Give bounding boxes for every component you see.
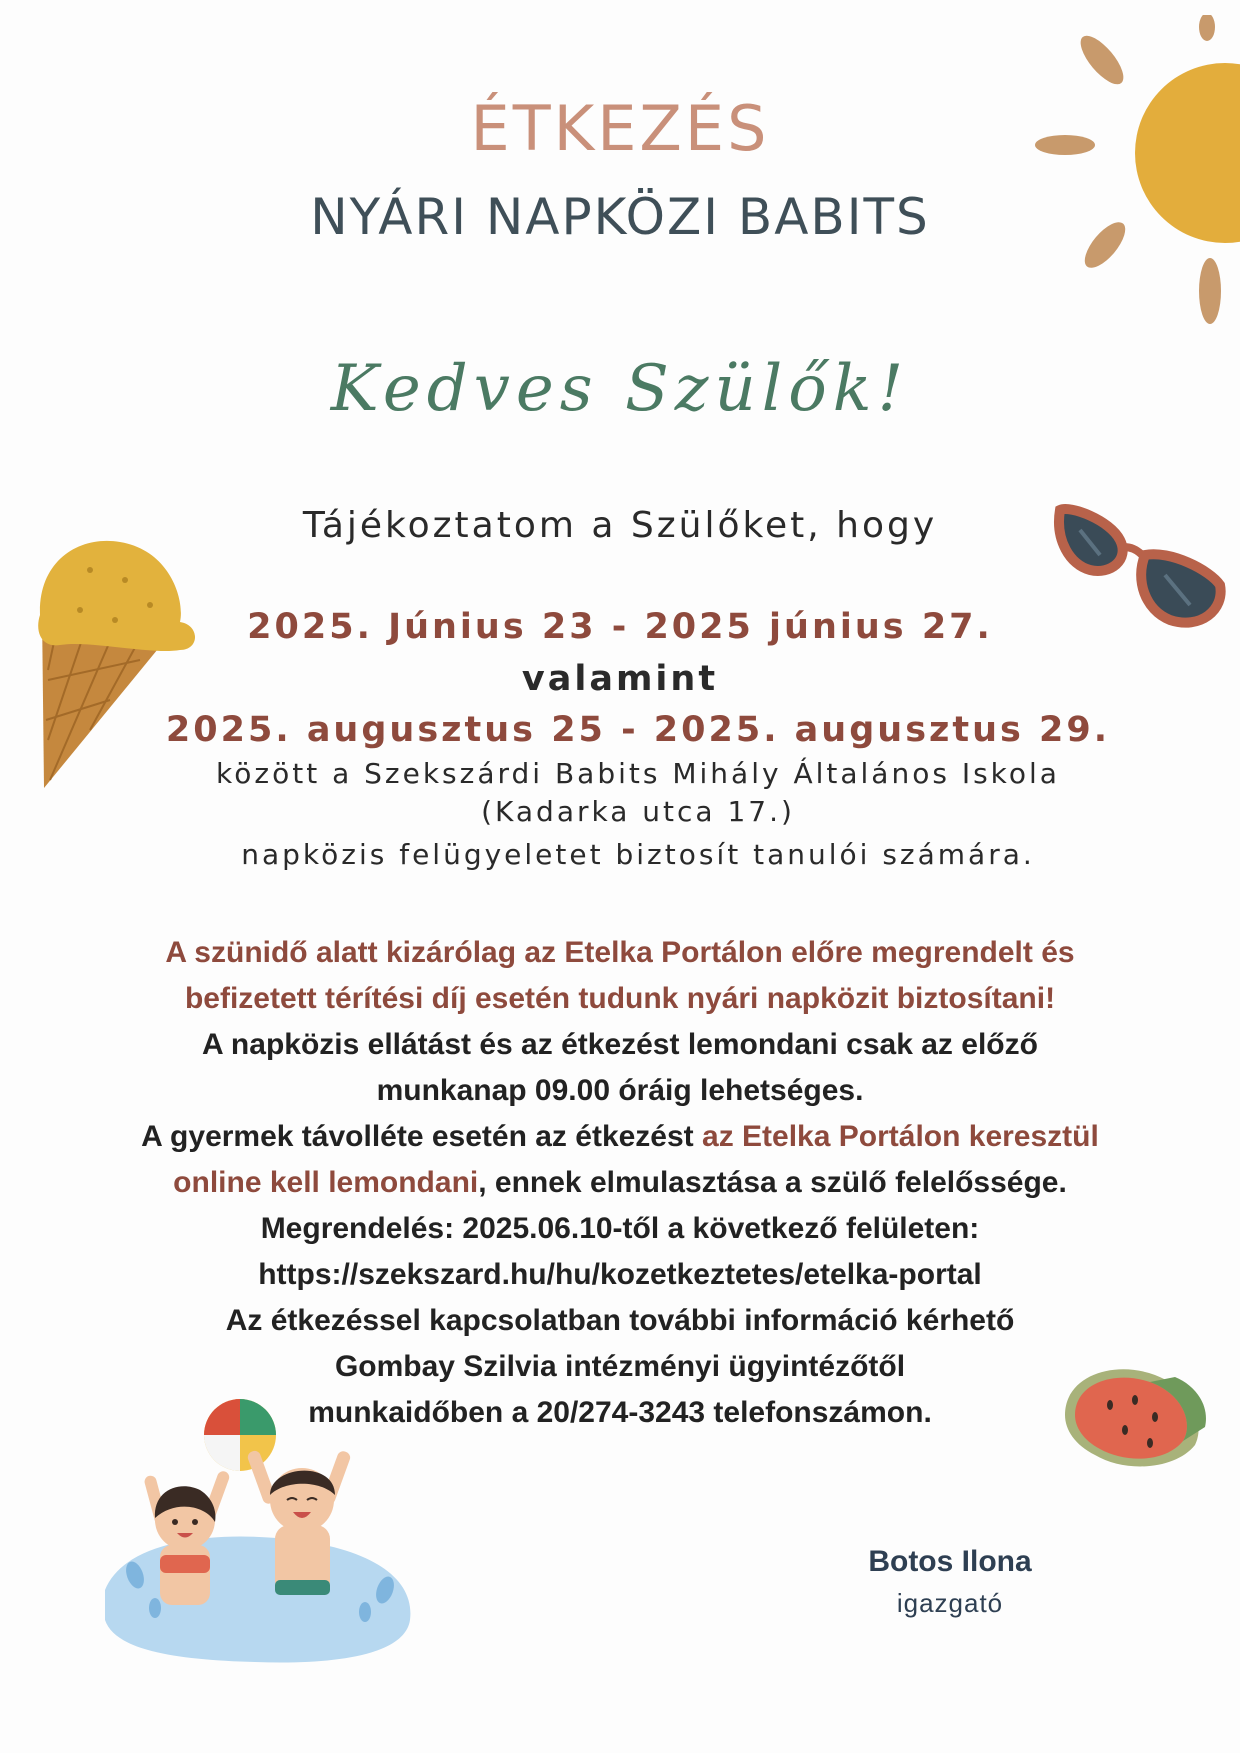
kids-swimming-icon <box>95 1440 425 1670</box>
notice-line <box>0 1114 1240 1160</box>
page-subtitle: NYÁRI NAPKÖZI BABITS <box>310 188 930 246</box>
ice-cream-icon <box>30 530 200 800</box>
date-range-august: 2025. augusztus 25 - 2025. augusztus 29. <box>165 710 1111 750</box>
notice-highlight: az Etelka Portálon keresztül <box>702 1120 1099 1153</box>
sunglasses-icon <box>1050 500 1230 650</box>
notice-text: A gyermek távolléte esetén az étkezést <box>141 1120 703 1153</box>
watermelon-icon <box>1055 1355 1215 1475</box>
notice-text: , ennek elmulasztása a szülő felelőssége. <box>478 1166 1067 1199</box>
notice-line: A szünidő alatt kizárólag az Etelka Portálon előre megrendelt és <box>165 936 1075 969</box>
intro-text: Tájékoztatom a Szülőket, hogy <box>302 505 938 546</box>
contact-person-line: Gombay Szilvia intézményi ügyintézőtől <box>334 1350 906 1383</box>
notice-line: munkanap 09.00 óráig lehetséges. <box>376 1074 864 1107</box>
connector-text: valamint <box>521 659 719 699</box>
signature-title: igazgató <box>896 1588 1004 1618</box>
portal-url[interactable]: https://szekszard.hu/hu/kozetkeztetes/etelka-portal <box>258 1258 982 1291</box>
phone-line: munkaidőben a 20/274-3243 telefonszámon. <box>308 1396 932 1429</box>
notice-highlight: online kell lemondani <box>173 1166 479 1199</box>
order-info-line: Megrendelés: 2025.06.10-től a következő felületen: <box>260 1212 980 1245</box>
date-range-june: 2025. Június 23 - 2025 június 27. <box>247 607 993 647</box>
school-line: között a Szekszárdi Babits Mihály Általános Iskola <box>216 757 1060 790</box>
notice-line <box>0 1160 1240 1206</box>
notice-line: A napközis ellátást és az étkezést lemondani csak az előző <box>202 1028 1038 1061</box>
sun-icon <box>1020 15 1240 335</box>
signature-name: Botos Ilona <box>868 1545 1032 1578</box>
page-title: ÉTKEZÉS <box>470 92 770 165</box>
contact-line: Az étkezéssel kapcsolatban további információ kérhető <box>225 1304 1015 1337</box>
supervision-line: napközis felügyeletet biztosít tanulói számára. <box>241 838 1035 871</box>
notice-line: befizetett térítési díj esetén tudunk nyári napközit biztosítani! <box>184 982 1056 1015</box>
address-line: (Kadarka utca 17.) <box>481 795 795 828</box>
greeting: Kedves Szülők! <box>330 352 910 426</box>
